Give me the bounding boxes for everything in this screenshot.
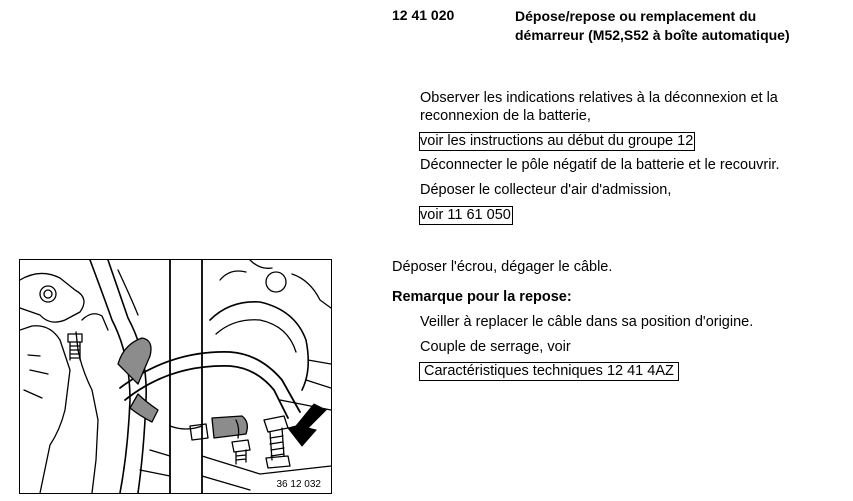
remove-nut-step: Déposer l'écrou, dégager le câble. <box>392 259 613 275</box>
page-title <box>515 7 790 45</box>
pointer-arrow-icon <box>288 404 326 446</box>
title-line-2: démarreur (M52,S52 à boîte automatique) <box>515 27 790 43</box>
repair-code: 12 41 020 <box>392 7 455 23</box>
disconnect-battery-step: Déconnecter le pôle négatif de la batterie et le recouvrir. <box>420 157 780 173</box>
torque-spec-link[interactable]: Caractéristiques techniques 12 41 4AZ <box>419 362 679 381</box>
battery-instruction-line-2: reconnexion de la batterie, <box>420 108 591 124</box>
remove-manifold-step: Déposer le collecteur d'air d'admission, <box>420 182 672 198</box>
battery-instruction-line-1: Observer les indications relatives à la déconnexion et la <box>420 90 778 106</box>
remark-heading: Remarque pour la repose: <box>392 289 572 305</box>
title-line-1: Dépose/repose ou remplacement du <box>515 8 757 24</box>
starter-drawing <box>20 260 331 493</box>
torque-note: Couple de serrage, voir <box>420 339 571 355</box>
cable-position-note: Veiller à replacer le câble dans sa position d'origine. <box>420 314 754 330</box>
figure-label: 36 12 032 <box>276 479 321 490</box>
manifold-reference-link[interactable]: voir 11 61 050 <box>420 207 511 223</box>
battery-instructions-link[interactable]: voir les instructions au début du groupe 12 <box>420 133 694 149</box>
starter-illustration <box>19 259 332 494</box>
